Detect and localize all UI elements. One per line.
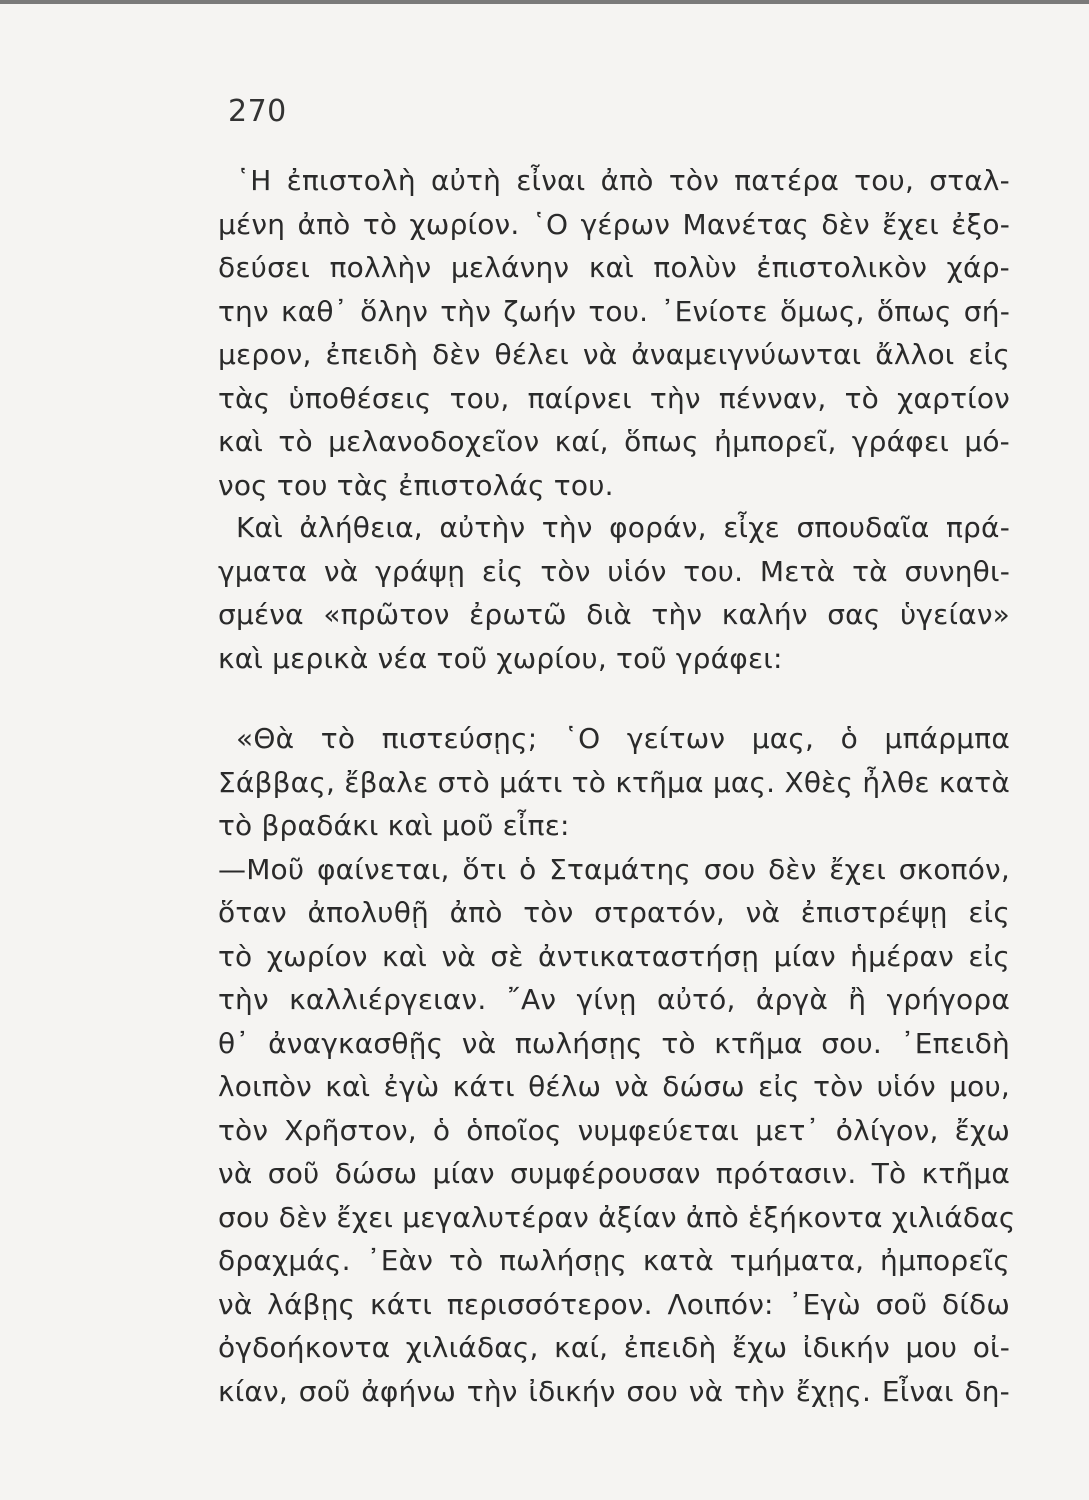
text-line: ῾Η ἐπιστολὴ αὐτὴ εἶναι ἀπὸ τὸν πατέρα του, σταλ- [236, 164, 1010, 197]
text-line: ὅταν ἀπολυθῇ ἀπὸ τὸν στρατόν, νὰ ἐπιστρέψῃ εἰς [218, 896, 1010, 929]
text-line: νὰ λάβῃς κάτι περισσότερον. Λοιπόν: ᾽Εγὼ σοῦ δίδω [218, 1287, 1010, 1321]
paragraph-letter-body [218, 717, 1016, 1413]
text-line: καὶ τὸ μελανοδοχεῖον καί, ὅπως ἠμπορεῖ, γράφει μό- [218, 425, 1010, 458]
paragraph-truth [218, 506, 1010, 680]
text-line: θ᾽ ἀναγκασθῇς νὰ πωλήσῃς τὸ κτῆμα σου. ᾽Επειδὴ [218, 1026, 1010, 1060]
text-line: την καθ᾽ ὅλην τὴν ζωήν του. ᾽Ενίοτε ὅμως, ὅπως σή- [218, 294, 1010, 328]
text-line: τὸν Χρῆστον, ὁ ὁποῖος νυμφεύεται μετ᾽ ὀλίγον, ἔχω [218, 1113, 1010, 1147]
text-line: νὰ σοῦ δώσω μίαν συμφέρουσαν πρότασιν. Τὸ κτῆμα [218, 1157, 1010, 1190]
text-line: μερον, ἐπειδὴ δὲν θέλει νὰ ἀναμειγνύωνται ἄλλοι εἰς [218, 338, 1010, 371]
text-line: τὴν καλλιέργειαν. ῎Αν γίνῃ αὐτό, ἀργὰ ἢ γρήγορα [218, 983, 1010, 1016]
text-line: λοιπὸν καὶ ἐγὼ κάτι θέλω νὰ δώσω εἰς τὸν υἱόν μου, [218, 1070, 1010, 1103]
text-line: μένη ἀπὸ τὸ χωρίον. ῾Ο γέρων Μανέτας δὲν ἔχει ἐξο- [218, 207, 1010, 241]
text-line: καὶ μερικὰ νέα τοῦ χωρίου, τοῦ γράφει: [218, 641, 783, 675]
text-line: Καὶ ἀλήθεια, αὐτὴν τὴν φοράν, εἶχε σπουδαῖα πρά- [236, 511, 1010, 544]
paragraph-letter-intro [218, 159, 1010, 507]
text-line: τὸ χωρίον καὶ νὰ σὲ ἀντικαταστήσῃ μίαν ἡμέραν εἰς [218, 939, 1010, 973]
page-number: 270 [228, 94, 287, 129]
text-line: ὀγδοήκοντα χιλιάδας, καί, ἐπειδὴ ἔχω ἰδικήν μου οἰ- [218, 1331, 1010, 1364]
text-line: —Μοῦ φαίνεται, ὅτι ὁ Σταμάτης σου δὲν ἔχει σκοπόν, [218, 852, 1010, 886]
text-line: γματα νὰ γράψῃ εἰς τὸν υἱόν του. Μετὰ τὰ συνηθι- [218, 554, 1010, 588]
text-line: σου δὲν ἔχει μεγαλυτέραν ἀξίαν ἀπὸ ἑξήκοντα χιλιάδας [218, 1200, 1016, 1234]
text-line: τὰς ὑποθέσεις του, παίρνει τὴν πένναν, τὸ χαρτίον [218, 381, 1010, 415]
text-line: δραχμάς. ᾽Εὰν τὸ πωλήσῃς κατὰ τμήματα, ἠμπορεῖς [218, 1244, 1010, 1277]
text-line: «Θὰ τὸ πιστεύσῃς; ῾Ο γείτων μας, ὁ μπάρμπα [236, 722, 1010, 755]
text-line: νος του τὰς ἐπιστολάς του. [218, 468, 614, 502]
scan-top-edge [0, 0, 1089, 4]
text-line: δεύσει πολλὴν μελάνην καὶ πολὺν ἐπιστολικὸν χάρ- [218, 251, 1010, 284]
text-line: Σάββας, ἔβαλε στὸ μάτι τὸ κτῆμα μας. Χθὲς ἦλθε κατὰ [218, 765, 1010, 799]
text-line: κίαν, σοῦ ἀφήνω τὴν ἰδικήν σου νὰ τὴν ἔχῃς. Εἶναι δη- [218, 1374, 1010, 1408]
text-line: τὸ βραδάκι καὶ μοῦ εἶπε: [218, 809, 570, 842]
text-line: σμένα «πρῶτον ἐρωτῶ διὰ τὴν καλήν σας ὑγείαν» [218, 598, 1010, 631]
